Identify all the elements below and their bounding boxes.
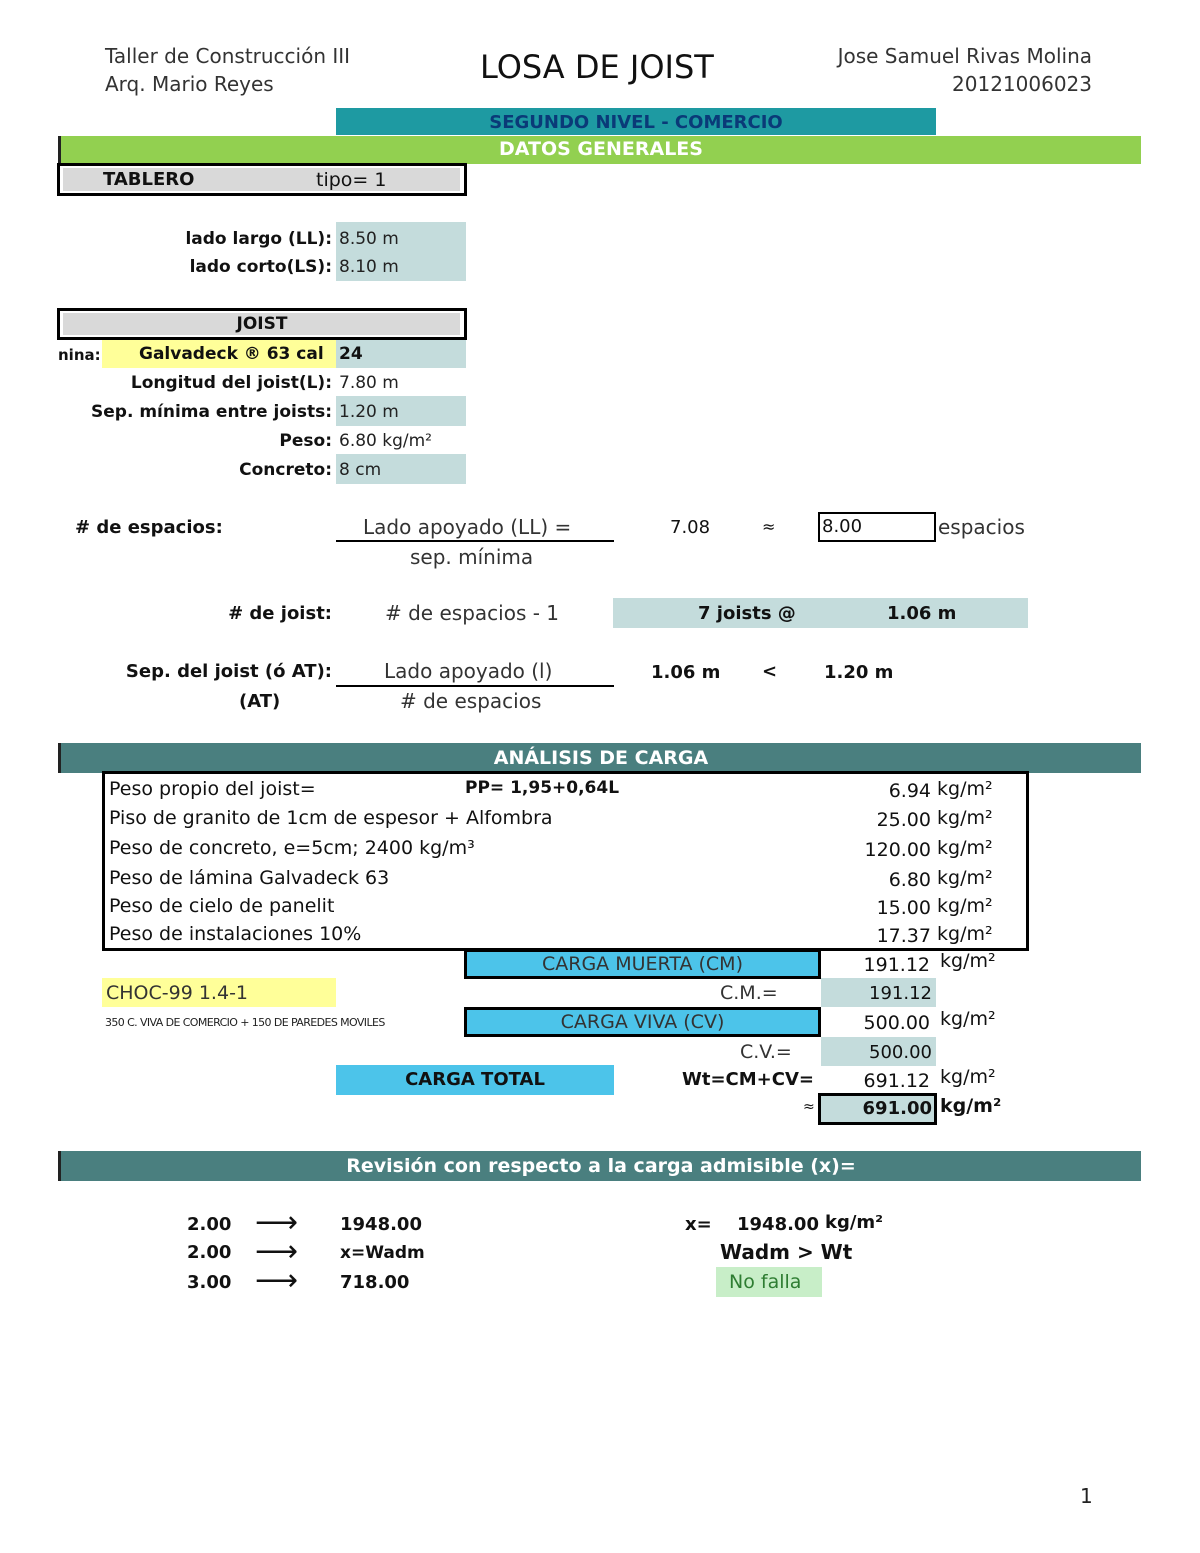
weight-value: 6.80 kg/m² xyxy=(339,431,432,451)
weight-label: Peso: xyxy=(279,431,332,451)
x-unit: kg/m² xyxy=(825,1212,884,1233)
load-analysis-header: ANÁLISIS DE CARGA xyxy=(58,743,1141,773)
arrow-right-icon: ⟶ xyxy=(255,1234,299,1269)
load-row xyxy=(105,834,1026,864)
interp-left: 2.00 xyxy=(187,1214,232,1235)
load-desc: Piso de granito de 1cm de espesor + Alfombra xyxy=(109,807,553,829)
joist-sep-limit: 1.20 m xyxy=(824,662,894,683)
total-rounded: 691.00 xyxy=(862,1098,932,1119)
code-ref: CHOC-99 1.4-1 xyxy=(106,982,249,1004)
spaces-result: 7.08 xyxy=(670,517,711,538)
joist-sep-label: Sep. del joist (ó AT): xyxy=(125,661,332,682)
joist-sep-compare: < xyxy=(762,661,778,682)
arrow-right-icon: ⟶ xyxy=(255,1205,299,1240)
interp-left: 2.00 xyxy=(187,1242,232,1263)
load-value: 15.00 xyxy=(876,897,931,919)
student-name: Jose Samuel Rivas Molina xyxy=(837,44,1092,68)
long-side-value: 8.50 m xyxy=(339,229,399,249)
total-rounded-unit: kg/m² xyxy=(940,1095,1002,1117)
load-row xyxy=(105,892,1026,922)
joist-count-formula: # de espacios - 1 xyxy=(385,601,560,625)
long-side-label: lado largo (LL): xyxy=(185,229,332,249)
live-load-unit: kg/m² xyxy=(940,1008,996,1030)
joist-box xyxy=(57,308,467,340)
professor-name: Arq. Mario Reyes xyxy=(105,72,274,96)
level-band: SEGUNDO NIVEL - COMERCIO xyxy=(336,108,936,135)
page-number: 1 xyxy=(1080,1484,1093,1508)
spaces-label: # de espacios: xyxy=(75,517,223,538)
joist-length-value: 7.80 m xyxy=(339,373,399,393)
load-desc: Peso de instalaciones 10% xyxy=(109,923,362,945)
spaces-unit: espacios xyxy=(938,515,1025,539)
min-sep-label: Sep. mínima entre joists: xyxy=(91,402,332,422)
course-name: Taller de Construcción III xyxy=(105,44,351,68)
short-side-label: lado corto(LS): xyxy=(189,257,332,277)
load-unit: kg/m² xyxy=(937,778,993,800)
load-value: 25.00 xyxy=(876,809,931,831)
load-unit: kg/m² xyxy=(937,837,993,859)
wadm-comparison: Wadm > Wt xyxy=(720,1240,853,1264)
revision-header: Revisión con respecto a la carga admisible (x)= xyxy=(58,1151,1141,1181)
dead-load-value: 191.12 xyxy=(863,954,930,976)
joist-sep-denominator: # de espacios xyxy=(400,689,542,713)
interp-right: 718.00 xyxy=(340,1272,410,1293)
load-desc: Peso de concreto, e=5cm; 2400 kg/m³ xyxy=(109,837,475,859)
load-value: 6.80 xyxy=(888,869,931,891)
load-value: 120.00 xyxy=(864,839,931,861)
lamina-gauge: 24 xyxy=(339,344,363,364)
load-row xyxy=(105,775,1026,805)
total-load-value: 691.12 xyxy=(863,1070,930,1092)
load-value: 6.94 xyxy=(888,780,931,802)
spaces-approx: ≈ xyxy=(762,517,776,536)
interp-left: 3.00 xyxy=(187,1272,232,1293)
joist-count: 7 joists @ xyxy=(698,603,796,624)
load-unit: kg/m² xyxy=(937,867,993,889)
lamina-name: Galvadeck ® 63 cal xyxy=(139,344,324,364)
load-unit: kg/m² xyxy=(937,807,993,829)
spaces-numerator: Lado apoyado (LL) = xyxy=(363,515,572,539)
short-side-value: 8.10 m xyxy=(339,257,399,277)
total-load-label: CARGA TOTAL xyxy=(336,1065,614,1095)
x-label: x= xyxy=(685,1214,712,1235)
page-title: LOSA DE JOIST xyxy=(480,48,714,86)
arrow-right-icon: ⟶ xyxy=(255,1263,299,1298)
load-row xyxy=(105,920,1026,950)
min-sep-value: 1.20 m xyxy=(339,402,399,422)
load-unit: kg/m² xyxy=(937,895,993,917)
spaces-rounded: 8.00 xyxy=(822,516,863,537)
lamina-label: nina: xyxy=(58,346,101,364)
load-desc: Peso de cielo de panelit xyxy=(109,895,335,917)
load-desc: Peso propio del joist= xyxy=(109,778,316,800)
spaces-fraction-line xyxy=(336,540,614,542)
interp-right: 1948.00 xyxy=(340,1214,422,1235)
total-approx: ≈ xyxy=(803,1099,815,1115)
cv-value: 500.00 xyxy=(869,1042,932,1063)
load-desc: Peso de lámina Galvadeck 63 xyxy=(109,867,390,889)
dead-load-label: CARGA MUERTA (CM) xyxy=(464,949,821,979)
joist-sep-value: 1.06 m xyxy=(651,662,721,683)
joist-sep-sub-label: (AT) xyxy=(239,691,281,712)
loads-table xyxy=(102,771,1029,951)
joist-count-label: # de joist: xyxy=(228,603,332,624)
student-id: 20121006023 xyxy=(952,72,1092,96)
joist-spacing: 1.06 m xyxy=(887,603,957,624)
load-formula: PP= 1,95+0,64L xyxy=(465,778,620,798)
load-unit: kg/m² xyxy=(937,923,993,945)
tablero-box xyxy=(57,163,467,196)
joist-sep-fraction-line xyxy=(336,685,614,687)
load-row xyxy=(105,804,1026,834)
tablero-label: TABLERO xyxy=(103,169,195,190)
live-load-value: 500.00 xyxy=(863,1012,930,1034)
live-load-note: 350 C. VIVA DE COMERCIO + 150 DE PAREDES MOVILES xyxy=(105,1016,385,1029)
spaces-denominator: sep. mínima xyxy=(410,545,534,569)
general-data-header: DATOS GENERALES xyxy=(58,136,1141,164)
joist-label: JOIST xyxy=(236,314,288,334)
total-load-unit: kg/m² xyxy=(940,1066,996,1088)
joist-sep-numerator: Lado apoyado (l) xyxy=(384,659,553,683)
concrete-label: Concreto: xyxy=(239,460,332,480)
joist-length-label: Longitud del joist(L): xyxy=(130,373,332,393)
concrete-value: 8 cm xyxy=(339,460,382,480)
cm-label: C.M.= xyxy=(720,982,778,1004)
live-load-label: CARGA VIVA (CV) xyxy=(464,1007,821,1037)
load-value: 17.37 xyxy=(876,925,931,947)
dead-load-unit: kg/m² xyxy=(940,950,996,972)
tablero-type: tipo= 1 xyxy=(316,169,387,191)
total-load-formula: Wt=CM+CV= xyxy=(682,1069,814,1090)
verdict: No falla xyxy=(729,1271,802,1293)
cm-value: 191.12 xyxy=(869,983,932,1004)
cv-label: C.V.= xyxy=(740,1041,792,1063)
interp-right: x=Wadm xyxy=(340,1243,425,1263)
load-row xyxy=(105,864,1026,894)
x-value: 1948.00 xyxy=(737,1214,819,1235)
joist-count-cell xyxy=(613,598,1028,628)
